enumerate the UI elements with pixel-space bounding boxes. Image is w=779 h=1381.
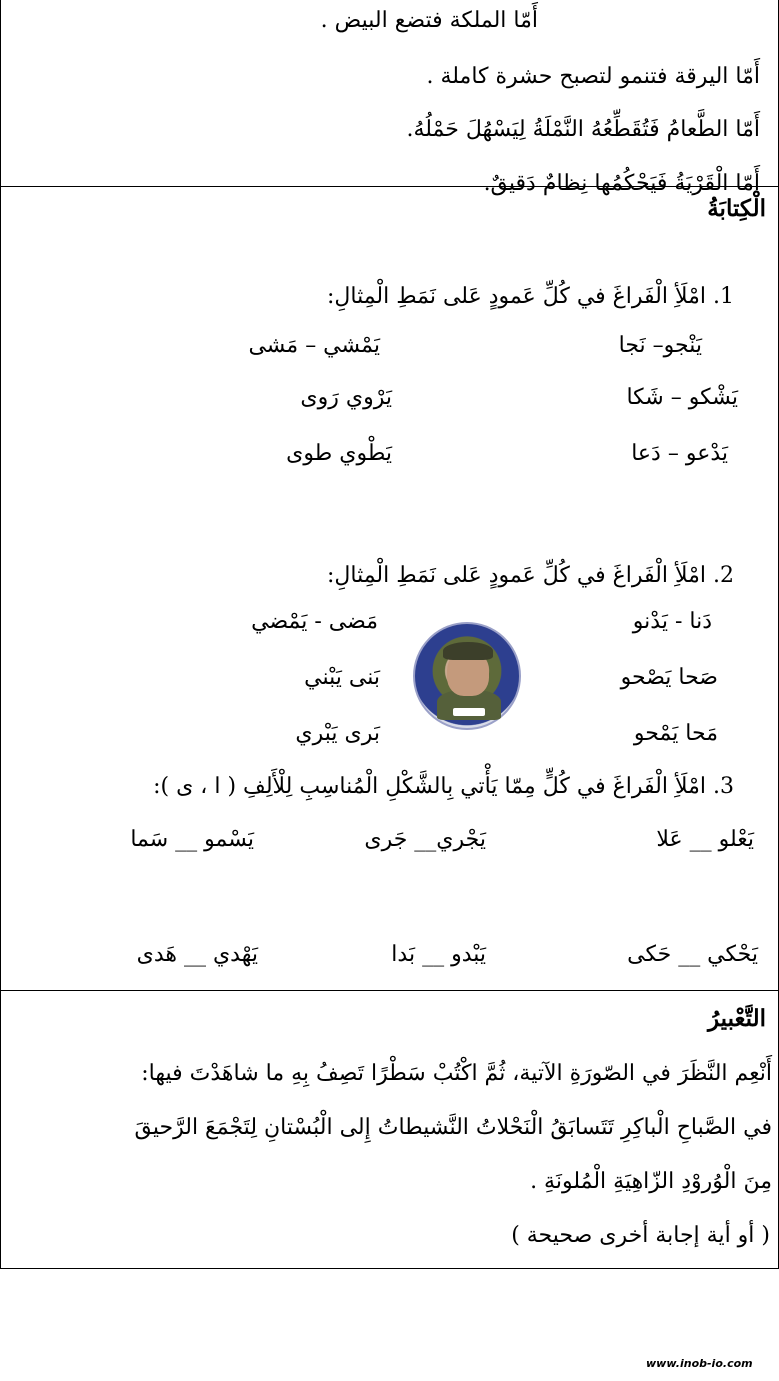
footer-url: www.inob-io.com bbox=[646, 1357, 753, 1370]
q1-row3-right: يَدْعو – دَعا bbox=[631, 441, 728, 466]
writing-heading: الْكِتابَةُ bbox=[707, 195, 766, 222]
q2-row3-right: مَحا يَمْحو bbox=[633, 721, 718, 746]
royal-portrait-emblem-icon bbox=[413, 622, 521, 730]
q2-row3-left: بَرى يَبْري bbox=[295, 721, 380, 746]
beret-shape bbox=[443, 642, 493, 660]
q2-row2-right: صَحا يَصْحو bbox=[620, 665, 718, 690]
q3-row1-item2: يَجْري__ جَرى bbox=[364, 827, 486, 852]
q2-row1-right: دَنا - يَدْنو bbox=[632, 609, 712, 634]
q3-prompt: 3. امْلَأِ الْفَراغَ في كُلٍّ مِمّا يَأْتي بِالشَّكْلِ الْمُناسِبِ لِلْأَلِفِ ( ا ، ى ): bbox=[153, 774, 734, 799]
q1-row1-right: يَنْجو– نَجا bbox=[618, 333, 702, 358]
expression-line-4: ( أو أية إجابة أخرى صحيحة ) bbox=[511, 1223, 770, 1248]
reading-line-2: أَمّا اليرقة فتنمو لتصبح حشرة كاملة . bbox=[426, 64, 760, 89]
q3-row1-item3: يَسْمو __ سَما bbox=[130, 827, 254, 852]
writing-section bbox=[1, 187, 778, 991]
q1-row2-left: يَرْوي رَوى bbox=[300, 385, 392, 410]
reading-line-1: أَمّا الملكة فتضع البيض . bbox=[320, 8, 538, 33]
q3-row2-item2: يَبْدو __ بَدا bbox=[391, 942, 486, 967]
expression-line-3: مِنَ الْوُروْدِ الزّاهِيَةِ الْمُلونَةِ . bbox=[530, 1169, 772, 1194]
emblem-banner bbox=[453, 708, 485, 716]
q3-row2-item3: يَهْدي __ هَدى bbox=[136, 942, 258, 967]
expression-heading: التَّعْبيرُ bbox=[707, 1005, 766, 1032]
q2-row2-left: بَنى يَبْني bbox=[304, 665, 380, 690]
q3-row1-item1: يَعْلو __ عَلا bbox=[656, 827, 754, 852]
q1-row1-left: يَمْشي – مَشى bbox=[248, 333, 380, 358]
q2-prompt: 2. امْلَأِ الْفَراغَ في كُلِّ عَمودٍ عَلى نَمَطِ الْمِثالِ: bbox=[326, 563, 734, 588]
q1-prompt: 1. امْلَأِ الْفَراغَ في كُلِّ عَمودٍ عَلى نَمَطِ الْمِثالِ: bbox=[326, 284, 734, 309]
reading-line-3: أَمّا الطَّعامُ فَتُقَطِّعُهُ النَّمْلَةُ لِيَسْهُلَ حَمْلُهُ. bbox=[406, 117, 760, 142]
reading-section bbox=[1, 0, 778, 196]
expression-line-2: في الصَّباحِ الْباكِرِ تَتَسابَقُ الْنَحْلاتُ النَّشيطاتُ إِلى الْبُسْتانِ لِتَجْمَعَ الرَّحيقَ bbox=[134, 1115, 772, 1140]
expression-section bbox=[1, 991, 778, 1268]
q3-row2-item1: يَحْكي __ حَكى bbox=[627, 942, 758, 967]
q1-row2-right: يَشْكو – شَكا bbox=[626, 385, 738, 410]
q1-row3-left: يَطْوي طوى bbox=[286, 441, 392, 466]
expression-line-1: أَنْعِم النَّظَرَ في الصّورَةِ الآتية، ثُمَّ اكْتُبْ سَطْرًا تَصِفُ بِهِ ما شاهَدْتَ فيها: bbox=[141, 1061, 772, 1086]
q2-row1-left: مَضى - يَمْضي bbox=[251, 609, 378, 634]
reading-line-4: أَمّا الْقَرْيَةُ فَيَحْكُمُها نِظامٌ دَقيقٌ. bbox=[483, 171, 760, 196]
